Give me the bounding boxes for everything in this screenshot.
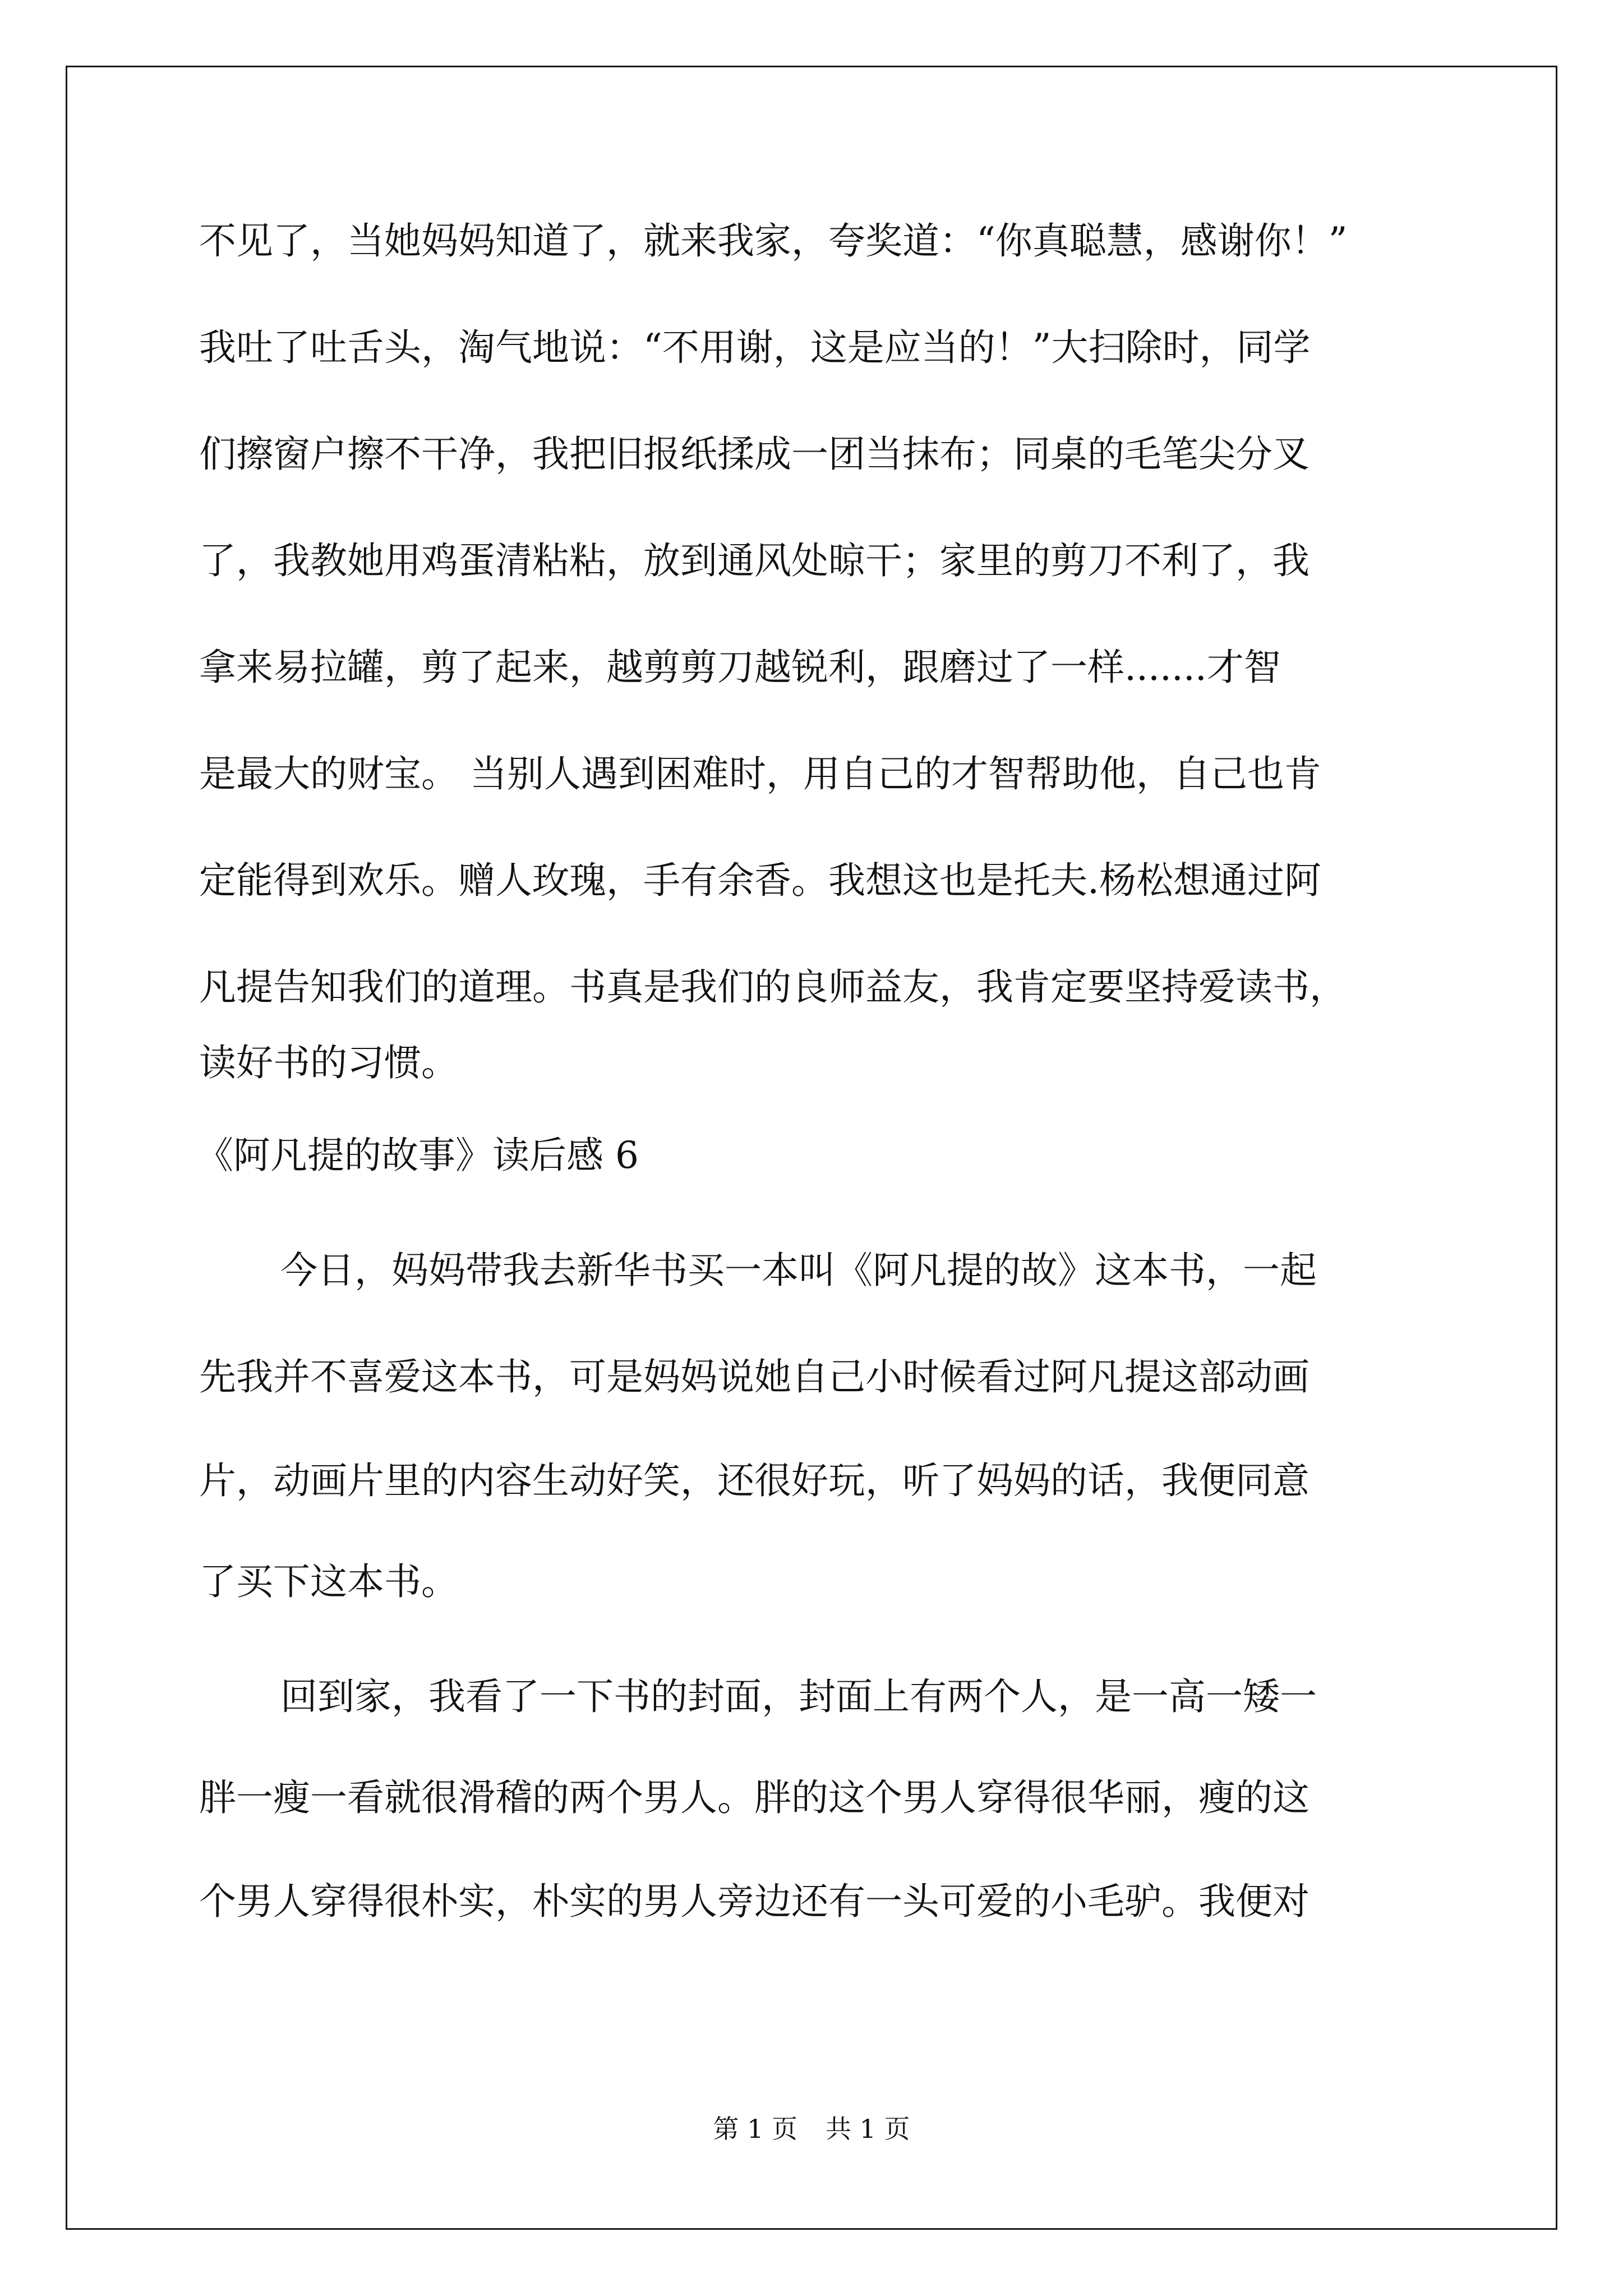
paragraph-line: 我吐了吐舌头，淘气地说：“不用谢，这是应当的！”大扫除时，同学 <box>199 326 1311 369</box>
paragraph-line: 读好书的习惯。 <box>199 1041 458 1084</box>
paragraph-line: 是最大的财宝。 当别人遇到困难时，用自己的才智帮助他，自己也肯 <box>199 752 1321 795</box>
paragraph-line: 了，我教她用鸡蛋清粘粘，放到通风处晾干；家里的剪刀不利了，我 <box>199 539 1310 582</box>
paragraph-line: 不见了，当她妈妈知道了，就来我家，夸奖道：“你真聪慧，感谢你！” <box>199 219 1348 263</box>
paragraph-line: 个男人穿得很朴实，朴实的男人旁边还有一头可爱的小毛驴。我便对 <box>199 1880 1310 1923</box>
paragraph-line: 定能得到欢乐。赠人玫瑰，手有余香。我想这也是托夫.杨松想通过阿 <box>199 859 1321 902</box>
paragraph-line: 先我并不喜爱这本书，可是妈妈说她自己小时候看过阿凡提这部动画 <box>199 1355 1310 1398</box>
paragraph-line: 们擦窗户擦不干净，我把旧报纸揉成一团当抹布；同桌的毛笔尖分叉 <box>199 432 1310 476</box>
page-number: 第 1 页 <box>713 2114 797 2144</box>
paragraph-line: 胖一瘦一看就很滑稽的两个男人。胖的这个男人穿得很华丽，瘦的这 <box>199 1776 1310 1819</box>
page-footer <box>0 2112 1623 2146</box>
section-heading: 《阿凡提的故事》读后感 6 <box>196 1134 639 1177</box>
page-total: 共 1 页 <box>826 2114 910 2144</box>
paragraph-line: 回到家，我看了一下书的封面，封面上有两个人，是一高一矮一 <box>280 1675 1317 1718</box>
paragraph-line: 了买下这本书。 <box>199 1560 458 1603</box>
paragraph-line: 拿来易拉罐，剪了起来，越剪剪刀越锐利，跟磨过了一样.......才智 <box>199 646 1281 689</box>
paragraph-line: 片，动画片里的内容生动好笑，还很好玩，听了妈妈的话，我便同意 <box>199 1459 1310 1502</box>
paragraph-line: 今日，妈妈带我去新华书买一本叫《阿凡提的故》这本书，一起 <box>280 1249 1317 1292</box>
paragraph-line: 凡提告知我们的道理。书真是我们的良师益友，我肯定要坚持爱读书， <box>199 965 1347 1009</box>
